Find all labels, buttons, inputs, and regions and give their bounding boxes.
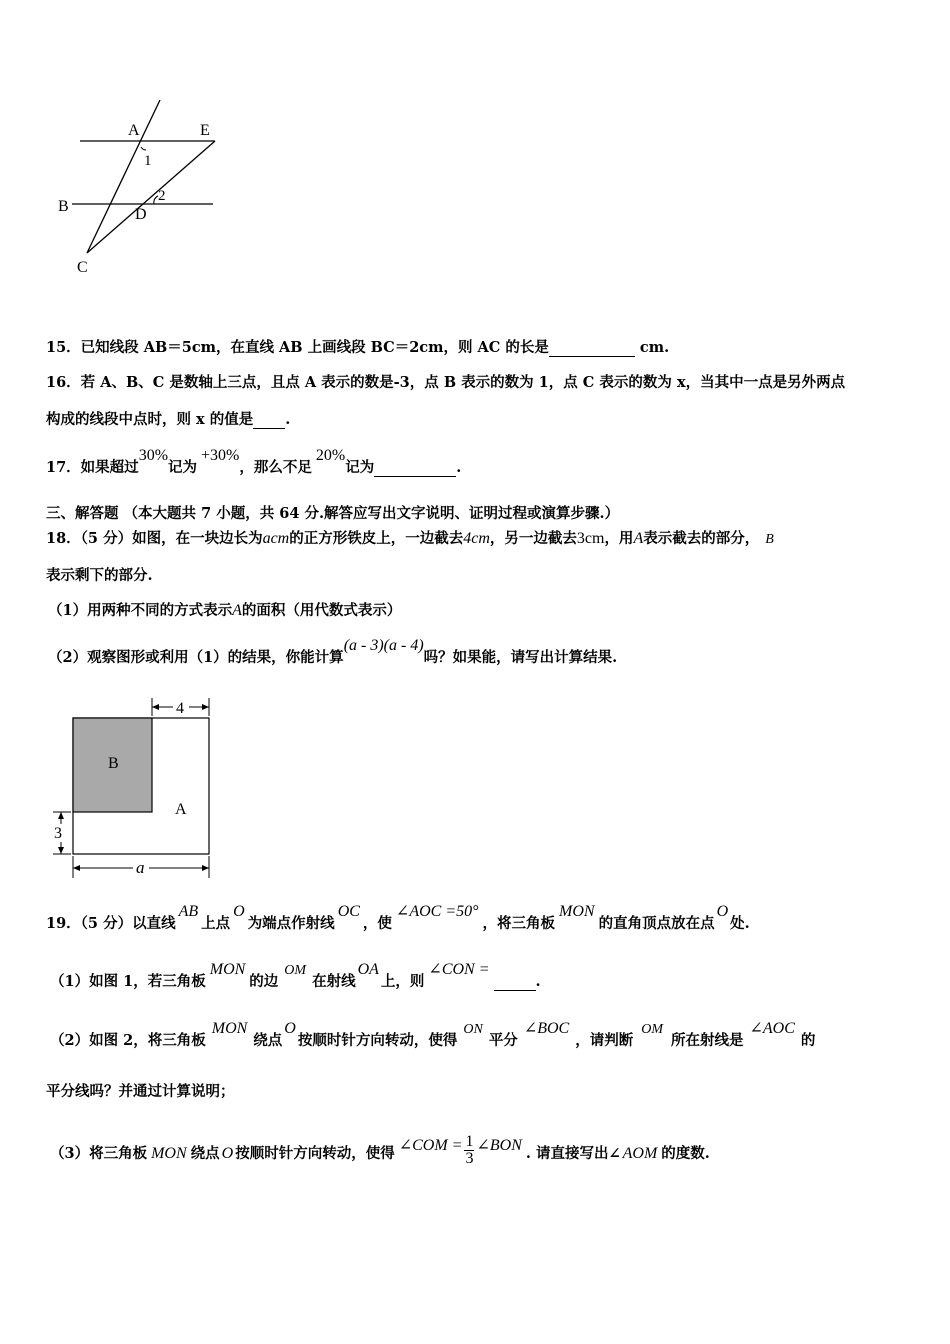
q19-sub3-p1: （3）将三角板 (50, 1145, 148, 1163)
q19-sub2-m3: ON (463, 1022, 483, 1037)
line-transversal-ac (87, 100, 160, 253)
section-3-title: 三、解答题 （本大题共 7 小题，共 64 分.解答应写出文字说明、证明过程或演算步骤.） (46, 505, 620, 522)
q19-sub1-p4: 上，则 (380, 973, 425, 990)
question-19-sub3 (50, 1133, 710, 1171)
q18-m2: 4cm (463, 530, 490, 547)
q19-sub2-p1: （2）如图 2，将三角板 (50, 1032, 206, 1049)
question-16-line1: 16．若 A、B、C 是数轴上三点，且点 A 表示的数是-3，点 B 表示的数为 1，点 C 表示的数为 x，当其中一点是另外两点 (46, 374, 846, 391)
q17-m3: 20% (315, 447, 346, 464)
q19-sub2-p5: ，请判断 (575, 1032, 634, 1049)
q19-sub1-p1: （1）如图 1，若三角板 (50, 973, 206, 990)
q19-m6: O (716, 903, 729, 920)
dim-a-arrow-right (202, 865, 209, 871)
q15-text: 15．已知线段 AB＝5cm，在直线 AB 上画线段 BC＝2cm，则 AC 的长是 (46, 339, 549, 356)
dim-3-arrow-bottom (58, 847, 64, 854)
label-a: A (128, 122, 140, 139)
dim-4-arrow-right (202, 704, 209, 710)
question-19-sub2 (50, 1020, 816, 1050)
figure-square-cut (45, 690, 220, 880)
q17-blank[interactable] (374, 459, 456, 477)
q19-sub3-p3: 按顺时针方向转动，使得 (235, 1145, 395, 1163)
q19-sub2-m1: MON (211, 1020, 248, 1037)
q19-sub3-fraction (464, 1134, 474, 1167)
q19-sub1-p2: 的边 (249, 973, 279, 990)
q19-sub2-m4: ∠BOC (523, 1020, 570, 1037)
label-a: A (175, 801, 187, 818)
q19-sub2-p4: 平分 (488, 1032, 518, 1049)
q19-p7: 处. (730, 915, 750, 932)
figure-parallel-lines (50, 95, 240, 280)
q19-sub1-m1: MON (209, 961, 246, 978)
q19-p2: 上点 (201, 915, 231, 932)
q19-sub1-blank[interactable] (494, 973, 536, 991)
q19-p4: ，使 (362, 915, 392, 932)
q18-m1: acm (262, 530, 290, 547)
q16-text: 构成的线段中点时，则 x 的值是 (46, 411, 254, 428)
q18-m4: A (633, 530, 644, 547)
q15-blank[interactable] (549, 339, 635, 357)
q19-sub3-m1: MON (151, 1145, 187, 1163)
q19-sub1-end: . (535, 973, 541, 990)
dim-3-arrow-top (58, 812, 64, 819)
label-angle-1: 1 (144, 153, 152, 169)
question-16-line2 (46, 408, 290, 429)
question-19-sub2-line2: 平分线吗？并通过计算说明； (46, 1083, 235, 1100)
label-3: 3 (54, 825, 62, 842)
q18-p5: 表示截去的部分， (643, 530, 760, 547)
q19-m5: MON (559, 903, 595, 920)
question-18-line1 (46, 527, 774, 548)
question-18-sub2 (48, 637, 618, 667)
q18-sub1-m: A (232, 602, 242, 619)
q19-sub2-m2: O (284, 1020, 296, 1037)
q17-p3: ，那么不足 (239, 459, 312, 476)
label-b: B (108, 755, 119, 772)
q19-sub2-p2: 绕点 (253, 1032, 283, 1049)
q19-m3: OC (337, 903, 360, 920)
question-19 (46, 903, 750, 933)
dim-a-arrow-left (73, 865, 80, 871)
q19-sub3-p2: 绕点 (190, 1145, 220, 1163)
q19-sub1-p3: 在射线 (312, 973, 356, 990)
q18-sub1-p2: 的面积（用代数式表示） (241, 602, 402, 619)
q19-m4: ∠AOC =50° (395, 903, 479, 920)
label-e: E (200, 122, 210, 139)
label-side-a: a (136, 858, 145, 877)
q19-sub3-m3b: ∠BON (476, 1137, 522, 1155)
q18-sub2-p2: 吗？如果能，请写出计算结果. (423, 649, 618, 666)
q19-p6: 的直角顶点放在点 (598, 915, 715, 932)
q18-p3: ，另一边截去 (489, 530, 577, 547)
q19-sub3-m3a: ∠COM = (398, 1137, 463, 1155)
label-b: B (58, 198, 69, 215)
question-18-sub1 (48, 599, 401, 620)
q19-sub3-num: 1 (465, 1133, 474, 1150)
q19-sub1-m2: OM (284, 963, 307, 978)
q19-sub1-m3: OA (357, 961, 379, 978)
q18-sub1-p1: （1）用两种不同的方式表示 (48, 602, 233, 619)
q16-blank[interactable] (253, 411, 285, 429)
q19-sub3-p4: . 请直接写出∠ (525, 1145, 621, 1163)
label-d: D (135, 206, 147, 223)
question-15 (46, 336, 669, 357)
q18-p1: 18．（5 分）如图，在一块边长为 (46, 530, 263, 547)
q19-sub2-p6: 所在射线是 (671, 1032, 744, 1049)
q18-m5: B (765, 532, 774, 547)
q19-sub3-p5: 的度数. (661, 1145, 710, 1163)
angle-1-arc (141, 147, 146, 150)
q17-p1: 17．如果超过 (46, 459, 139, 476)
question-18-line2: 表示剩下的部分. (46, 567, 153, 584)
q19-sub2-m6: ∠AOC (749, 1020, 795, 1037)
q17-m1: 30% (138, 447, 169, 464)
label-4: 4 (176, 700, 184, 717)
dim-4-arrow-left (152, 704, 159, 710)
question-17 (46, 447, 462, 477)
q19-sub2-p3: 按顺时针方向转动，使得 (297, 1032, 458, 1049)
q17-p4: 记为 (345, 459, 375, 476)
q18-sub2-m: (a - 3)(a - 4) (343, 637, 424, 654)
q19-sub3-m4: AOM (622, 1145, 658, 1163)
label-c: C (77, 259, 88, 276)
q18-sub2-p1: （2）观察图形或利用（1）的结果，你能计算 (48, 649, 344, 666)
question-19-sub1 (50, 961, 541, 991)
q17-m2: +30% (201, 447, 240, 464)
q15-unit: cm. (639, 339, 670, 356)
q19-m1: AB (178, 903, 199, 920)
q18-p4: ，用 (604, 530, 634, 547)
q19-sub2-m5: OM (641, 1022, 663, 1037)
q17-p2: 记为 (168, 459, 198, 476)
q19-p3: 为端点作射线 (247, 915, 335, 932)
q17-end: . (456, 459, 462, 476)
q19-m2: O (233, 903, 245, 920)
q18-p2: 的正方形铁皮上，一边截去 (289, 530, 464, 547)
q19-sub2-p7: 的 (800, 1032, 816, 1049)
q19-sub3-formula (398, 1133, 522, 1167)
q19-p1: 19．（5 分）以直线 (46, 915, 176, 932)
label-angle-2: 2 (158, 188, 166, 204)
q16-end: . (285, 411, 291, 428)
q18-m3: 3cm (576, 530, 605, 547)
q19-p5: ，将三角板 (482, 915, 556, 932)
q19-sub3-m2: O (221, 1145, 234, 1163)
q19-sub1-m4: ∠CON = (428, 961, 490, 978)
q19-sub3-den: 3 (465, 1150, 474, 1167)
